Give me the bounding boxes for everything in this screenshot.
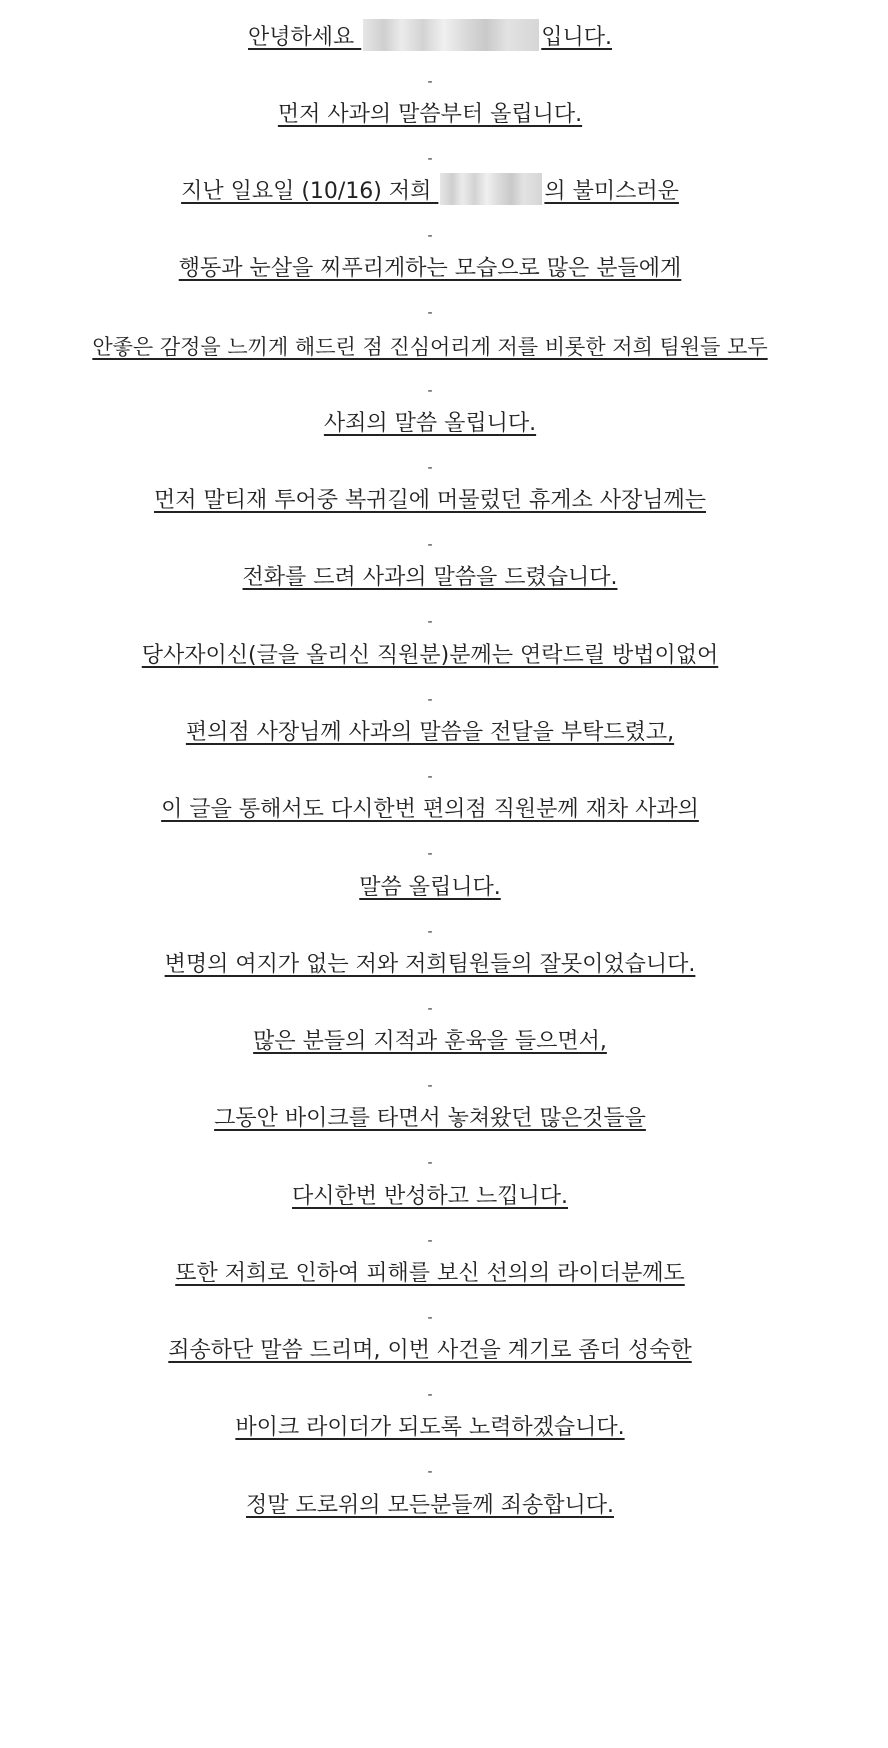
separator: - <box>427 1001 433 1017</box>
doc-line-text: 죄송하단 말씀 드리며, 이번 사건을 계기로 좀더 성숙한 <box>168 1338 692 1363</box>
doc-line-5 <box>0 330 860 364</box>
doc-line-19 <box>0 1411 860 1445</box>
doc-line-13 <box>0 948 860 982</box>
doc-line-text: 행동과 눈살을 찌푸리게하는 모습으로 많은 분들에게 <box>178 256 682 281</box>
doc-line-4 <box>0 252 860 286</box>
separator: - <box>427 305 433 321</box>
doc-line-text: 많은 분들의 지적과 훈육을 들으면서, <box>253 1029 607 1054</box>
redacted-team-blur <box>440 173 542 205</box>
doc-line-1-before: 안녕하세요 <box>247 25 362 50</box>
doc-line-text: 편의점 사장님께 사과의 말씀을 전달을 부탁드렸고, <box>185 720 675 745</box>
doc-line-text: 이 글을 통해서도 다시한번 편의점 직원분께 재차 사과의 <box>161 797 699 822</box>
separator: - <box>427 74 433 90</box>
separator: - <box>427 537 433 553</box>
doc-line-9 <box>0 639 860 673</box>
doc-line-text: 당사자이신(글을 올리신 직원분)분께는 연락드릴 방법이없어 <box>141 643 719 668</box>
separator: - <box>427 1310 433 1326</box>
separator: - <box>427 1464 433 1480</box>
doc-line-text: 안좋은 감정을 느끼게 해드린 점 진심어리게 저를 비롯한 저희 팀원들 모두 <box>92 335 768 359</box>
doc-line-text: 그동안 바이크를 타면서 놓쳐왔던 많은것들을 <box>214 1106 646 1131</box>
doc-line-2 <box>0 98 860 132</box>
separator: - <box>427 769 433 785</box>
doc-line-text: 또한 저희로 인하여 피해를 보신 선의의 라이더분께도 <box>175 1261 685 1286</box>
doc-line-text: 먼저 사과의 말씀부터 올립니다. <box>277 102 583 127</box>
separator: - <box>427 846 433 862</box>
doc-line-15 <box>0 1102 860 1136</box>
doc-line-1-after: 입니다. <box>541 25 612 50</box>
doc-line-text: 말씀 올립니다. <box>359 875 501 900</box>
doc-line-text: 전화를 드려 사과의 말씀을 드렸습니다. <box>242 565 618 590</box>
doc-line-text: 변명의 여지가 없는 저와 저희팀원들의 잘못이었습니다. <box>164 952 696 977</box>
doc-line-text: 정말 도로위의 모든분들께 죄송합니다. <box>245 1493 614 1518</box>
doc-line-10 <box>0 716 860 750</box>
separator: - <box>427 1155 433 1171</box>
separator: - <box>427 228 433 244</box>
doc-line-20 <box>0 1489 860 1523</box>
doc-line-8 <box>0 561 860 595</box>
doc-line-3 <box>0 175 860 209</box>
doc-line-12 <box>0 871 860 905</box>
doc-line-text: 바이크 라이더가 되도록 노력하겠습니다. <box>235 1415 625 1440</box>
separator: - <box>427 924 433 940</box>
separator: - <box>427 1233 433 1249</box>
separator: - <box>427 692 433 708</box>
redacted-name-blur <box>363 19 539 51</box>
doc-line-text: 먼저 말티재 투어중 복귀길에 머물렀던 휴게소 사장님께는 <box>153 488 706 513</box>
separator: - <box>427 383 433 399</box>
doc-line-text: 다시한번 반성하고 느낍니다. <box>291 1184 568 1209</box>
doc-line-16 <box>0 1180 860 1214</box>
doc-line-3-after: 의 불미스러운 <box>544 179 679 204</box>
doc-line-17 <box>0 1257 860 1291</box>
doc-line-7 <box>0 484 860 518</box>
doc-line-6 <box>0 407 860 441</box>
separator: - <box>427 1078 433 1094</box>
separator: - <box>427 151 433 167</box>
doc-line-18 <box>0 1334 860 1368</box>
doc-line-14 <box>0 1025 860 1059</box>
doc-line-11 <box>0 793 860 827</box>
doc-line-3-before: 지난 일요일 (10/16) 저희 <box>181 179 439 204</box>
separator: - <box>427 614 433 630</box>
doc-line-1 <box>0 21 860 55</box>
separator: - <box>427 1387 433 1403</box>
separator: - <box>427 460 433 476</box>
doc-line-text: 사죄의 말씀 올립니다. <box>323 411 537 436</box>
